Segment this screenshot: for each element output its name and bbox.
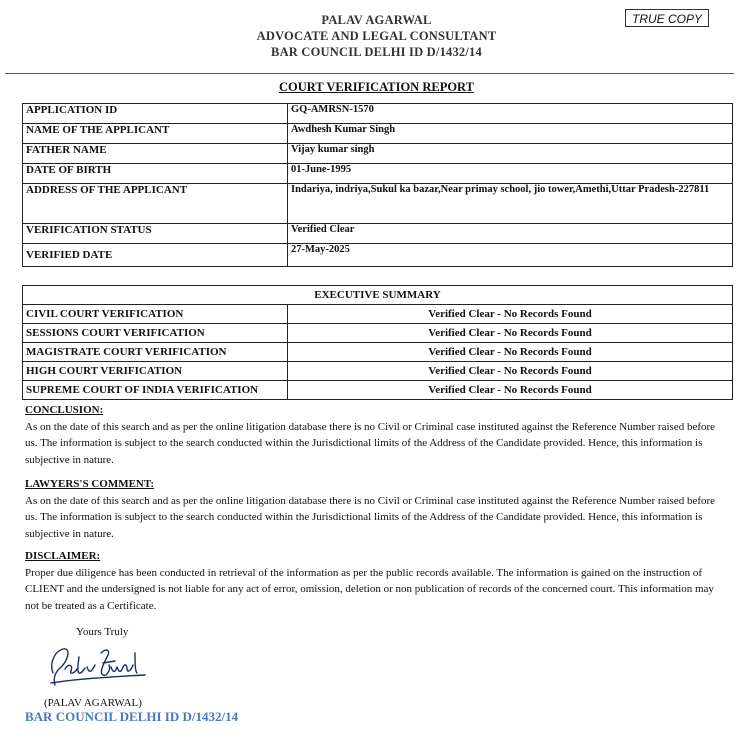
table-row xyxy=(23,343,733,362)
applicant-name-value: Awdhesh Kumar Singh xyxy=(288,124,733,144)
status-value: Verified Clear xyxy=(288,224,733,244)
address-label: ADDRESS OF THE APPLICANT xyxy=(23,184,288,224)
disclaimer-text: Proper due diligence has been conducted in retrieval of the information as per the public records available. The information is gained on the instruction of CLIENT and the undersigned is not liable for any act of error, omission, deletion or non publication of records of the concerned court. This information may not be treated as a Certificate. xyxy=(25,566,714,612)
signature-text: Palav Agarwal xyxy=(45,643,51,644)
report-title: COURT VERIFICATION REPORT xyxy=(279,80,474,94)
table-row xyxy=(23,286,733,305)
court-name: SUPREME COURT OF INDIA VERIFICATION xyxy=(23,381,288,400)
table-row xyxy=(23,244,733,267)
executive-summary-title: EXECUTIVE SUMMARY xyxy=(23,286,733,305)
father-name-value: Vijay kumar singh xyxy=(288,144,733,164)
father-name-label: FATHER NAME xyxy=(23,144,288,164)
table-row xyxy=(23,305,733,324)
advocate-bar-id: BAR COUNCIL DELHI ID D/1432/14 xyxy=(271,45,482,59)
yours-truly: Yours Truly xyxy=(76,626,129,638)
court-name: CIVIL COURT VERIFICATION xyxy=(23,305,288,324)
table-row xyxy=(23,324,733,343)
application-id-label: APPLICATION ID xyxy=(23,104,288,124)
conclusion-section xyxy=(25,402,720,468)
header-divider xyxy=(5,73,734,74)
address-value: Indariya, indriya,Sukul ka bazar,Near primay school, jio tower,Amethi,Uttar Pradesh-227811 xyxy=(288,184,733,224)
conclusion-text: As on the date of this search and as per the online litigation database there is no Civil or Criminal case instituted against the Reference Number raised before us. The information is subject to the search conducted within the Jurisdictional limits of the Address of the Candidate provided. Hence, this information is subjective in nature. xyxy=(25,420,716,466)
table-row xyxy=(23,144,733,164)
dob-label: DATE OF BIRTH xyxy=(23,164,288,184)
court-result: Verified Clear - No Records Found xyxy=(288,324,733,343)
court-result: Verified Clear - No Records Found xyxy=(288,362,733,381)
lawyers-comment-text: As on the date of this search and as per the online litigation database there is no Civil or Criminal case instituted against the Reference Number raised before us. The information is subject to the search conducted within the Jurisdictional limits of the Address of the Candidate provided. Hence, this information is subjective in nature. xyxy=(25,494,716,540)
disclaimer-heading: DISCLAIMER: xyxy=(25,550,101,562)
verified-date-label: VERIFIED DATE xyxy=(23,244,288,267)
court-name: HIGH COURT VERIFICATION xyxy=(23,362,288,381)
verified-date-value: 27-May-2025 xyxy=(288,244,733,267)
dob-value: 01-June-1995 xyxy=(288,164,733,184)
table-row xyxy=(23,184,733,224)
lawyers-comment-heading: LAWYERS'S COMMENT: xyxy=(25,478,155,490)
table-row xyxy=(23,381,733,400)
court-name: MAGISTRATE COURT VERIFICATION xyxy=(23,343,288,362)
status-label: VERIFICATION STATUS xyxy=(23,224,288,244)
court-result: Verified Clear - No Records Found xyxy=(288,343,733,362)
advocate-name: PALAV AGARWAL xyxy=(321,13,432,27)
court-result: Verified Clear - No Records Found xyxy=(288,381,733,400)
printed-name: (PALAV AGARWAL) xyxy=(44,697,142,709)
advocate-designation: ADVOCATE AND LEGAL CONSULTANT xyxy=(256,29,497,43)
table-row xyxy=(23,104,733,124)
applicant-details-table xyxy=(22,103,733,267)
handwritten-signature xyxy=(45,643,155,691)
court-result: Verified Clear - No Records Found xyxy=(288,305,733,324)
application-id-value: GQ-AMRSN-1570 xyxy=(288,104,733,124)
table-row xyxy=(23,224,733,244)
footer-bar-id: BAR COUNCIL DELHI ID D/1432/14 xyxy=(25,709,239,724)
court-name: SESSIONS COURT VERIFICATION xyxy=(23,324,288,343)
table-row xyxy=(23,124,733,144)
disclaimer-section xyxy=(25,548,720,614)
table-row xyxy=(23,362,733,381)
table-row xyxy=(23,164,733,184)
conclusion-heading: CONCLUSION: xyxy=(25,404,104,416)
applicant-name-label: NAME OF THE APPLICANT xyxy=(23,124,288,144)
lawyers-comment-section xyxy=(25,476,720,542)
executive-summary-table xyxy=(22,285,733,400)
true-copy-stamp: TRUE COPY xyxy=(625,9,709,27)
